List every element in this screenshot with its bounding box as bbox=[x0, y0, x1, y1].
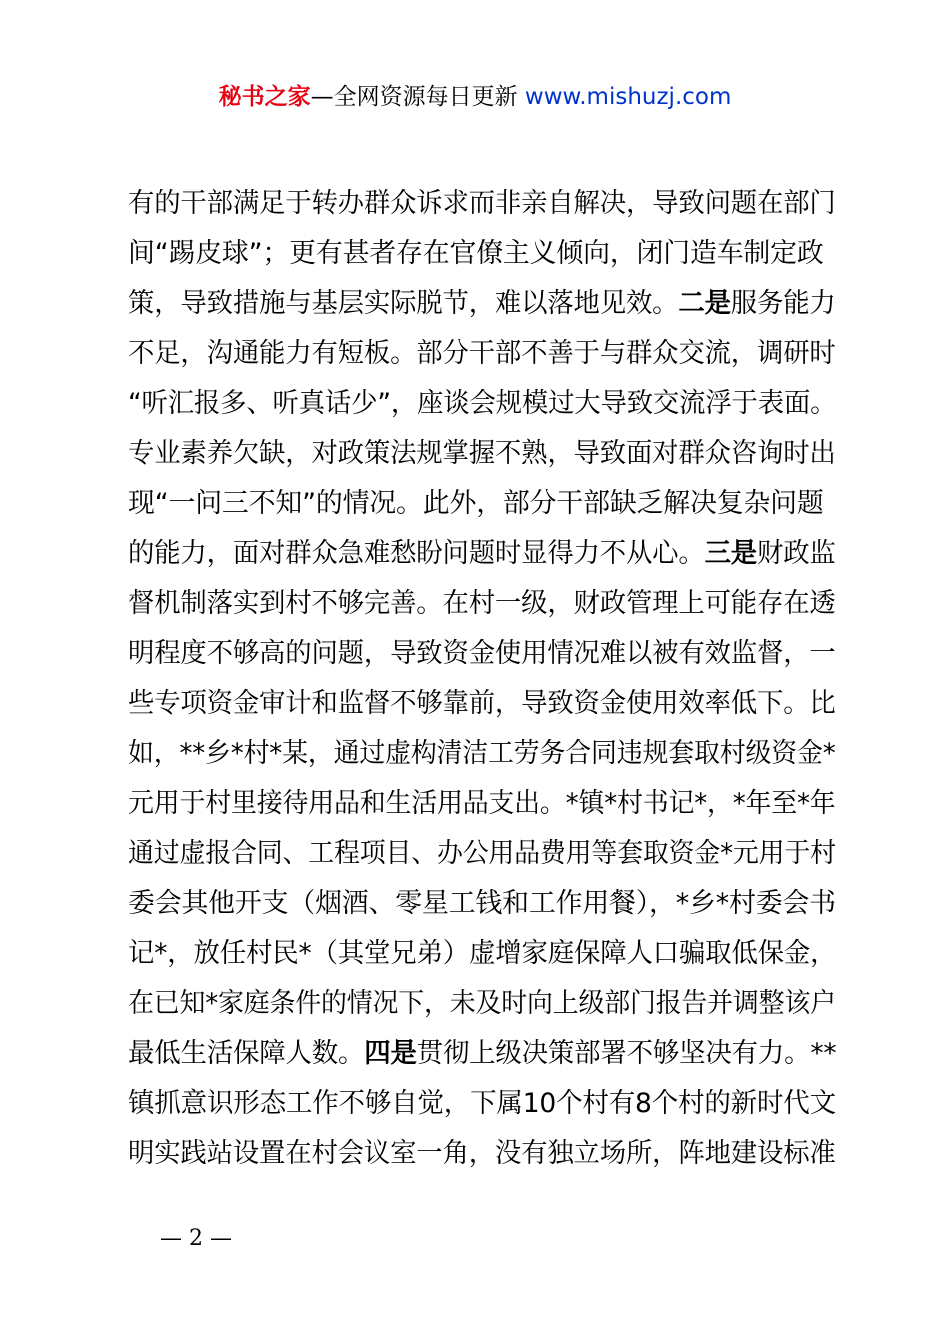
text-segment: 委会其他开支（烟酒、零星工钱和工作用餐），*乡*村委会书 bbox=[128, 888, 836, 919]
text-segment: 明实践站设置在村会议室一角，没有独立场所，阵地建设标准 bbox=[128, 1138, 836, 1169]
text-line bbox=[128, 529, 836, 579]
text-segment: 贯彻上级决策部署不够坚决有力。** bbox=[416, 1038, 837, 1069]
text-segment: 专业素养欠缺，对政策法规掌握不熟，导致面对群众咨询时出 bbox=[128, 438, 836, 469]
text-segment: 通过虚报合同、工程项目、办公用品费用等套取资金*元用于村 bbox=[128, 838, 836, 869]
text-segment: 有的干部满足于转办群众诉求而非亲自解决，导致问题在部门 bbox=[128, 188, 836, 219]
bold-keyword: 二是 bbox=[678, 288, 731, 319]
text-line bbox=[128, 779, 836, 829]
text-line bbox=[128, 879, 836, 929]
bold-keyword: 三是 bbox=[704, 538, 758, 569]
text-line bbox=[128, 829, 836, 879]
text-segment: 的能力，面对群众急难愁盼问题时显得力不从心。 bbox=[128, 538, 705, 569]
text-line bbox=[128, 1029, 837, 1079]
text-line bbox=[128, 379, 837, 429]
text-segment: 记*，放任村民*（其堂兄弟）虚增家庭保障人口骗取低保金， bbox=[128, 938, 837, 969]
site-url-link[interactable]: www.mishuzj.com bbox=[524, 84, 732, 110]
text-segment: 元用于村里接待用品和生活用品支出。*镇*村书记*，*年至*年 bbox=[128, 788, 836, 819]
text-line bbox=[128, 729, 836, 779]
text-line bbox=[128, 1079, 836, 1129]
text-segment: 明程度不够高的问题，导致资金使用情况难以被有效监督，一 bbox=[128, 638, 836, 669]
text-segment: 财政监 bbox=[757, 538, 836, 569]
text-segment: 督机制落实到村不够完善。在村一级，财政管理上可能存在透 bbox=[128, 588, 836, 619]
text-line bbox=[128, 929, 837, 979]
text-segment: 间“踢皮球”；更有甚者存在官僚主义倾向，闭门造车制定政 bbox=[128, 238, 824, 269]
text-line bbox=[128, 579, 836, 629]
bold-keyword: 四是 bbox=[364, 1038, 417, 1069]
text-line bbox=[128, 279, 836, 329]
text-segment: “听汇报多、听真话少”，座谈会规模过大导致交流浮于表面。 bbox=[128, 388, 837, 419]
text-segment: 现“一问三不知”的情况。此外，部分干部缺乏解决复杂问题 bbox=[128, 488, 824, 519]
text-segment: 如，**乡*村*某，通过虚构清洁工劳务合同违规套取村级资金* bbox=[128, 738, 836, 769]
text-line bbox=[128, 1129, 836, 1179]
site-banner bbox=[0, 80, 950, 114]
text-line bbox=[128, 229, 836, 279]
text-line bbox=[128, 479, 836, 529]
page-number: — 2 — bbox=[160, 1226, 232, 1251]
text-segment: 策，导致措施与基层实际脱节，难以落地见效。 bbox=[128, 288, 679, 319]
text-line bbox=[128, 429, 836, 479]
site-slogan: —全网资源每日更新 bbox=[310, 84, 525, 110]
text-segment: 不足，沟通能力有短板。部分干部不善于与群众交流，调研时 bbox=[128, 338, 836, 369]
text-segment: 在已知*家庭条件的情况下，未及时向上级部门报告并调整该户 bbox=[128, 988, 836, 1019]
text-line bbox=[128, 629, 836, 679]
site-brand: 秘书之家 bbox=[218, 84, 311, 110]
text-segment: 镇抓意识形态工作不够自觉，下属10个村有8个村的新时代文 bbox=[128, 1088, 836, 1119]
text-line bbox=[128, 979, 836, 1029]
text-segment: 服务能力 bbox=[730, 288, 836, 319]
text-line bbox=[128, 179, 836, 229]
text-segment: 最低生活保障人数。 bbox=[128, 1038, 365, 1069]
document-body bbox=[128, 179, 838, 1179]
text-line bbox=[128, 679, 836, 729]
text-segment: 些专项资金审计和监督不够靠前，导致资金使用效率低下。比 bbox=[128, 688, 836, 719]
text-line bbox=[128, 329, 836, 379]
